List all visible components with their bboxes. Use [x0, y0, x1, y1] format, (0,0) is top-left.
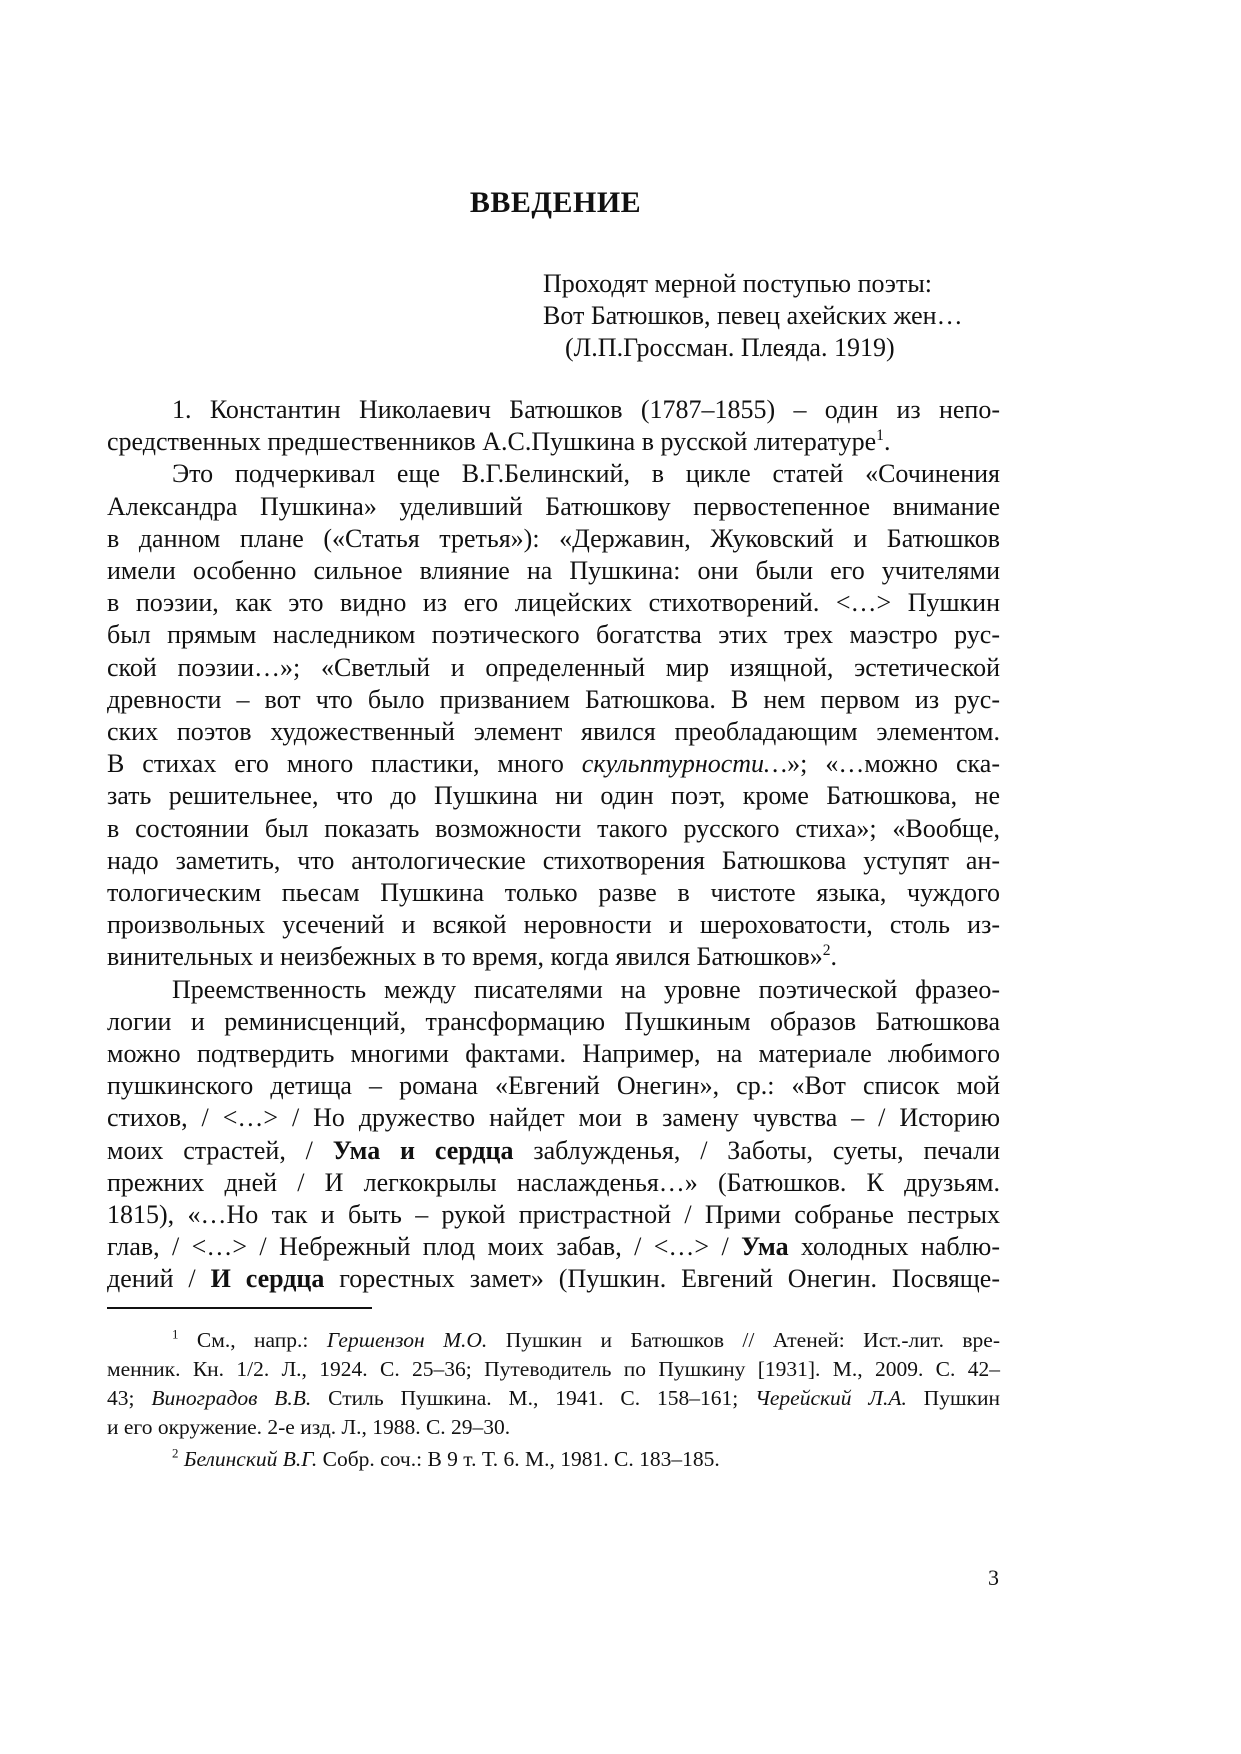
text-line [107, 1263, 1000, 1295]
text-line [107, 458, 1000, 490]
text-line [107, 1038, 1000, 1070]
text-run: дений / [107, 1264, 211, 1294]
epigraph [543, 268, 963, 364]
italic-text: Виноградов В.В. [151, 1386, 312, 1410]
text-line [107, 555, 1000, 587]
text-run: горестных замет» (Пушкин. Евгений Онегин. Посвяще- [324, 1264, 1001, 1294]
page-number: 3 [988, 1565, 999, 1590]
text-line [107, 1102, 1000, 1134]
text-line [107, 748, 1000, 780]
text-run: древности – вот что было призванием Батюшкова. В нем первом из рус- [107, 684, 1000, 714]
text-run: логии и реминисценций, трансформацию Пушкиным образов Батюшкова [107, 1006, 1000, 1036]
text-run: заблужденья, / Заботы, суеты, печали [513, 1135, 1000, 1165]
footnote-marker: 1 [172, 1327, 179, 1342]
text-line [107, 877, 1000, 909]
text-line [107, 426, 1000, 458]
text-line [107, 780, 1000, 812]
text-run: В стихах его много пластики, много [107, 749, 582, 779]
text-line [107, 974, 1000, 1006]
text-run: »; «…можно ска- [787, 749, 1000, 779]
text-run: Это подчеркивал еще В.Г.Белинский, в цикле статей «Сочинения [172, 459, 1000, 489]
epigraph-line: Проходят мерной поступью поэты: [543, 269, 933, 298]
text-line [107, 394, 1000, 426]
footnote-divider [107, 1307, 372, 1309]
text-run: тологическим пьесам Пушкина только разве в чистоте языка, чуждого [107, 878, 1000, 908]
text-run: пушкинского детища – романа «Евгений Онегин», ср.: «Вот список мой [107, 1071, 1000, 1101]
footnote [107, 1326, 1000, 1442]
text-run: глав, / <…> / Небрежный плод моих забав, / <…> / [107, 1232, 742, 1262]
text-run: произвольных усечений и всякой неровности и шероховатости, столь из- [107, 910, 1000, 940]
text-run: ских поэтов художественный элемент явился преобладающим элементом. [107, 717, 1000, 747]
text-run: имели особенно сильное влияние на Пушкина: они были его учителями [107, 556, 1000, 586]
italic-text: Черейский Л.А. [755, 1386, 907, 1410]
text-run: надо заметить, что антологические стихотворения Батюшкова уступят ан- [107, 845, 1000, 875]
text-run: прежних дней / И легкокрылы наслажденья…» (Батюшков. К друзьям. [107, 1167, 1000, 1197]
text-line [107, 909, 1000, 941]
footnote-marker: 2 [822, 942, 831, 960]
text-run: См., напр.: [178, 1328, 327, 1352]
text-line [107, 652, 1000, 684]
text-line [107, 684, 1000, 716]
text-line [107, 1355, 1000, 1384]
paragraph [107, 458, 1000, 973]
text-run: . [830, 942, 838, 972]
text-run: 43; [107, 1386, 152, 1410]
epigraph-source: (Л.П.Гроссман. Плеяда. 1919) [565, 333, 895, 362]
text-run: ской поэзии…»; «Светлый и определенный мир изящной, эстетической [107, 652, 1000, 682]
paragraph [107, 974, 1000, 1296]
text-run: Собр. соч.: В 9 т. Т. 6. М., 1981. С. 183–185. [317, 1447, 720, 1471]
text-run: средственных предшественников А.С.Пушкина в русской литературе [107, 427, 877, 457]
chapter-heading: ВВЕДЕНИЕ [469, 186, 642, 219]
text-run: Пушкин [906, 1386, 1000, 1410]
italic-text: скульптурности… [581, 749, 788, 779]
bold-text: Ума и сердца [332, 1135, 514, 1165]
text-line [107, 813, 1000, 845]
text-run: холодных наблю- [788, 1232, 1000, 1262]
epigraph-line: Вот Батюшков, певец ахейских жен… [543, 301, 963, 330]
text-run: стихов, / <…> / Но дружество найдет мои в замену чувства – / Историю [107, 1103, 1000, 1133]
text-run: моих страстей, / [107, 1135, 333, 1165]
text-line [107, 523, 1000, 555]
text-run: можно подтвердить многими фактами. Например, на материале любимого [107, 1039, 1000, 1069]
text-run: в состоянии был показать возможности такого русского стиха»; «Вообще, [107, 813, 1000, 843]
text-line [107, 1135, 1000, 1167]
text-run: в данном плане («Статья третья»): «Державин, Жуковский и Батюшков [107, 523, 1000, 553]
text-line [107, 716, 1000, 748]
italic-text: Белинский В.Г. [183, 1447, 318, 1471]
text-line [107, 619, 1000, 651]
text-line [107, 1199, 1000, 1231]
text-run: зать решительнее, что до Пушкина ни один поэт, кроме Батюшкова, не [107, 781, 1000, 811]
text-run: в поэзии, как это видно из его лицейских стихотворений. <…> Пушкин [107, 588, 1000, 618]
text-run: менник. Кн. 1/2. Л., 1924. С. 25–36; Путеводитель по Пушкину [1931]. М., 2009. С. 42– [107, 1357, 1000, 1381]
text-line [107, 941, 1000, 973]
body-text [107, 394, 1000, 1296]
text-run: Преемственность между писателями на уровне поэтической фразео- [172, 974, 1000, 1004]
text-line [107, 1231, 1000, 1263]
text-line [107, 1326, 1000, 1355]
text-run: Стиль Пушкина. М., 1941. С. 158–161; [311, 1386, 756, 1410]
bold-text: Ума [741, 1232, 789, 1262]
footnote [107, 1445, 1000, 1474]
footnote-marker: 2 [172, 1446, 179, 1461]
text-line [107, 1413, 1000, 1442]
text-run: Александра Пушкина» уделивший Батюшкову первостепенное внимание [107, 491, 1000, 521]
text-run: . [883, 427, 891, 457]
paragraph [107, 394, 1000, 458]
text-line [107, 845, 1000, 877]
text-run: и его окружение. 2-е изд. Л., 1988. С. 29–30. [107, 1415, 511, 1439]
bold-text: И сердца [210, 1264, 325, 1294]
italic-text: Гершензон М.О. [326, 1328, 488, 1352]
text-line [107, 1445, 1000, 1474]
text-line [107, 1167, 1000, 1199]
footnote-marker: 1 [876, 427, 884, 445]
text-line [107, 1384, 1000, 1413]
text-run: Пушкин и Батюшков // Атеней: Ист.-лит. вре- [487, 1328, 1000, 1352]
text-run: винительных и неизбежных в то время, когда явился Батюшков» [107, 942, 823, 972]
text-line [107, 587, 1000, 619]
text-line [107, 491, 1000, 523]
footnotes [107, 1326, 1000, 1474]
text-line [107, 1070, 1000, 1102]
text-run: 1. Константин Николаевич Батюшков (1787–1855) – один из непо- [172, 395, 1000, 424]
text-run: был прямым наследником поэтического богатства этих трех маэстро рус- [107, 620, 1000, 650]
text-line [107, 1006, 1000, 1038]
text-run: 1815), «…Но так и быть – рукой пристрастной / Прими собранье пестрых [107, 1200, 1000, 1230]
